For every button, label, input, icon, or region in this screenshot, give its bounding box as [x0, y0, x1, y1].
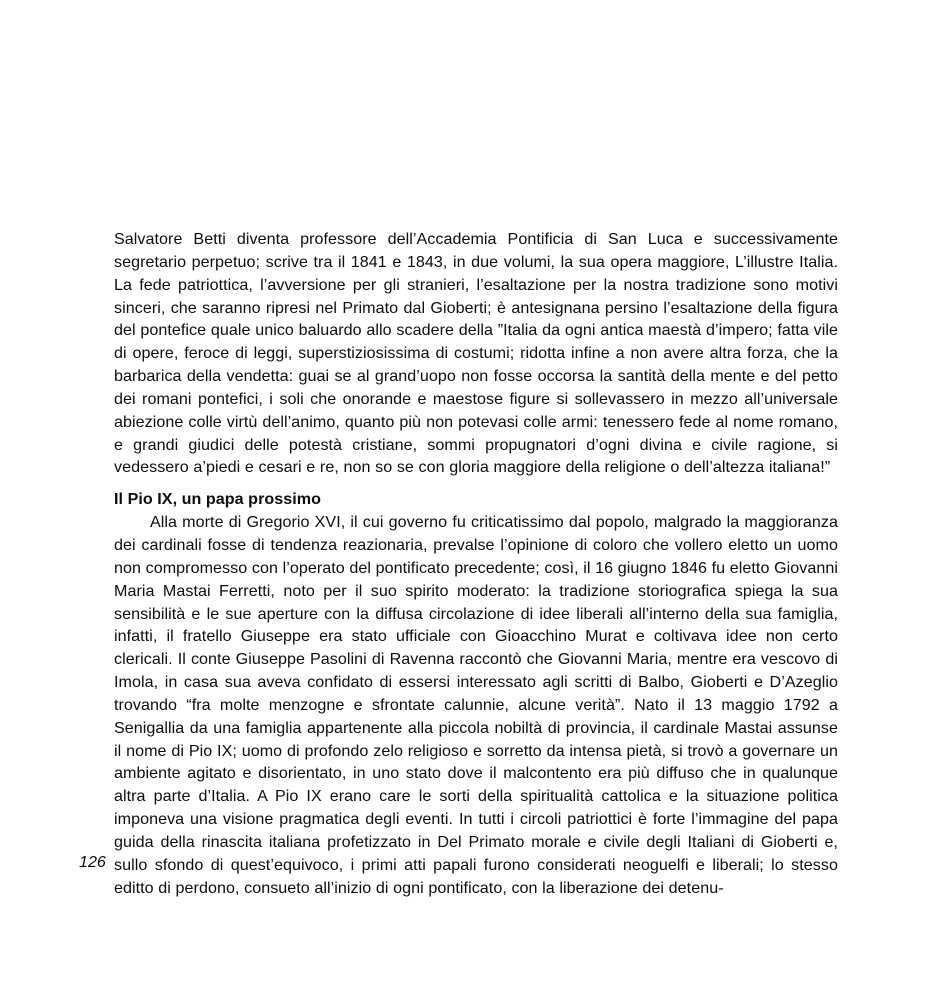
page-number: 126 — [79, 853, 106, 871]
text-column — [114, 228, 838, 899]
paragraph-pio-ix: Alla morte di Gregorio XVI, il cui governo fu criticatissimo dal popolo, malgrado la maggioranza dei cardinali fosse di tendenza reazionaria, prevalse l’opinione di coloro che vollero eletto un uomo non compromesso con l’operato del pontificato precedente; così, il 16 giugno 1846 fu eletto Giovanni Maria Mastai Ferretti, noto per il suo spirito moderato: la tradizione storiografica spiega la sua sensibilità e le sue aperture con la diffusa circolazione di idee liberali all’interno della sua famiglia, infatti, il fratello Giuseppe era stato ufficiale con Gioacchino Murat e coltivava idee non certo clericali. Il conte Giuseppe Pasolini di Ravenna raccontò che Giovanni Maria, mentre era vescovo di Imola, in casa sua aveva confidato di essersi interessato agli scritti di Balbo, Gioberti e D’Azeglio trovando “fra molte menzogne e sfrontate calunnie, alcune verità”. Nato il 13 maggio 1792 a Senigallia da una famiglia appartenente alla piccola nobiltà di provincia, il cardinale Mastai assunse il nome di Pio IX; uomo di profondo zelo religioso e sorretto da intensa pietà, si trovò a governare un ambiente agitato e disorientato, in uno stato dove il malcontento era più diffuso che in qualunque altra parte d’Italia. A Pio IX erano care le sorti della spiritualità cattolica e la situazione politica imponeva una visione pragmatica degli eventi. In tutti i circoli patriottici è forte l’immagine del papa guida della rinascita italiana profetizzato in Del Primato morale e civile degli Italiani di Gioberti e, sullo sfondo di quest’equivoco, i primi atti papali furono considerati neoguelfi e liberali; lo stesso editto di perdono, consueto all’inizio di ogni pontificato, con la liberazione dei detenu- — [114, 513, 838, 897]
section-heading-pio-ix: Il Pio IX, un papa prossimo — [114, 490, 322, 509]
paragraph-betti: Salvatore Betti diventa professore dell’Accademia Pontificia di San Luca e successivamente segretario perpetuo; scrive tra il 1841 e 1843, in due volumi, la sua opera maggiore, L’illustre Italia. La fede patriottica, l’avversione per gli stranieri, l’esaltazione per la nostra tradizione sono motivi sinceri, che saranno ripresi nel Primato dal Gioberti; è antesignana persino l’esaltazione della figura del pontefice quale unico baluardo allo scadere della ”Italia da ogni antica maestà d’impero; fatta vile di opere, feroce di leggi, superstiziosissima di costumi; ridotta infine a non avere altra forza, che la barbarica della vendetta: guai se al grand’uopo non fosse occorsa la santità della mente e del petto dei romani pontefici, i soli che onorande e maestose figure si sollevassero in mezzo all’universale abiezione colle virtù dell’animo, quanto più non potevasi colle armi: tenessero fede al nome romano, e grandi giudici delle potestà cristiane, sommi propugnatori d’ogni divina e civile ragione, si vedessero a’piedi e cesari e re, non so se con gloria maggiore della religione o dell’altezza italiana!” — [114, 230, 838, 477]
